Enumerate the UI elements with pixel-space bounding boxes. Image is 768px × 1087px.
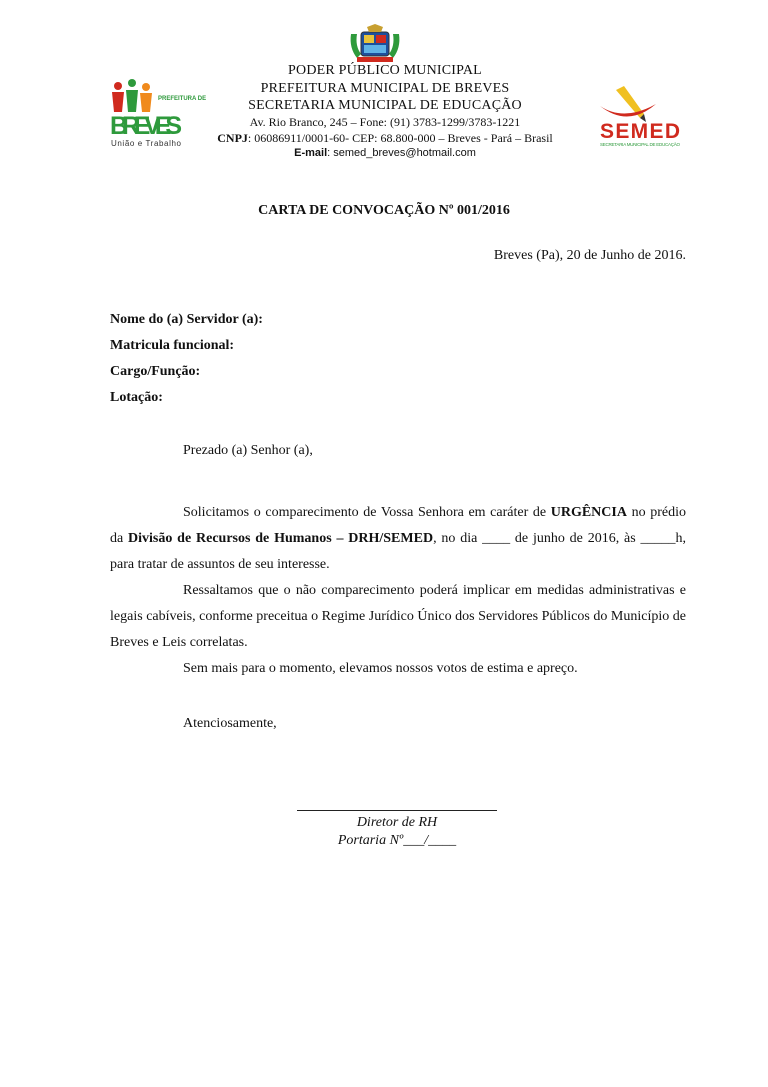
p1-c: no prédio da (110, 505, 686, 546)
field-lotacao: Lotação: (110, 390, 163, 405)
email-value: : semed_breves@hotmail.com (327, 147, 476, 159)
field-matricula: Matricula funcional: (110, 338, 235, 353)
paragraph-3: Sem mais para o momento, elevamos nossos votos de estima e apreço. (183, 661, 578, 676)
semed-logo (594, 84, 686, 150)
logo-right-name: SEMED (600, 120, 680, 143)
logo-left-name: BREVES (110, 112, 182, 140)
signature-portaria: Portaria Nº___/____ (337, 833, 457, 848)
letter-title: CARTA DE CONVOCAÇÃO Nº 001/2016 (258, 203, 510, 218)
cnpj-label: CNPJ (217, 131, 248, 145)
paragraph-1 (110, 500, 686, 578)
prefeitura-breves-logo (108, 78, 207, 150)
field-cargo: Cargo/Função: (110, 364, 201, 379)
p1-urgencia: URGÊNCIA (550, 505, 627, 520)
header-address: Av. Rio Branco, 245 – Fone: (91) 3783-1299/3783-1221 (249, 115, 521, 129)
p1-a: Solicitamos o comparecimento de Vossa Senhora em caráter de (183, 505, 551, 520)
greeting: Prezado (a) Senhor (a), (183, 443, 313, 458)
paragraph-2: Ressaltamos que o não comparecimento poderá implicar em medidas administrativas e legais cabíveis, conforme preceitua o Regime Jurídico Único dos Servidores Públicos do Município de Breves e Leis correlatas. (110, 583, 686, 650)
logo-right-sub: SECRETARIA MUNICIPAL DE EDUCAÇÃO (600, 142, 680, 147)
header-cnpj (190, 132, 580, 144)
signature-line (297, 810, 497, 811)
cnpj-value: : 06086911/0001-60- CEP: 68.800-000 – Breves - Pará – Brasil (247, 131, 553, 145)
signature-role: Diretor de RH (356, 815, 438, 830)
p1-e: , no dia ____ de junho de 2016, às _____h, para tratar de assuntos de seu interesse. (110, 531, 686, 572)
p1-divisao: Divisão de Recursos de Humanos – DRH/SEMED (128, 531, 434, 546)
header-line-2: PREFEITURA MUNICIPAL DE BREVES (260, 81, 510, 96)
header-email (200, 148, 570, 159)
logo-left-top-text: PREFEITURA DE (158, 96, 207, 102)
header-line-3: SECRETARIA MUNICIPAL DE EDUCAÇÃO (248, 98, 522, 113)
letter-date: Breves (Pa), 20 de Junho de 2016. (493, 248, 686, 263)
email-label: E-mail (294, 147, 328, 159)
logo-left-tagline: União e Trabalho (111, 139, 181, 148)
closing: Atenciosamente, (183, 716, 277, 731)
field-nome: Nome do (a) Servidor (a): (110, 312, 263, 327)
coat-of-arms-icon (347, 24, 403, 64)
header-line-1: PODER PÚBLICO MUNICIPAL (288, 63, 482, 78)
